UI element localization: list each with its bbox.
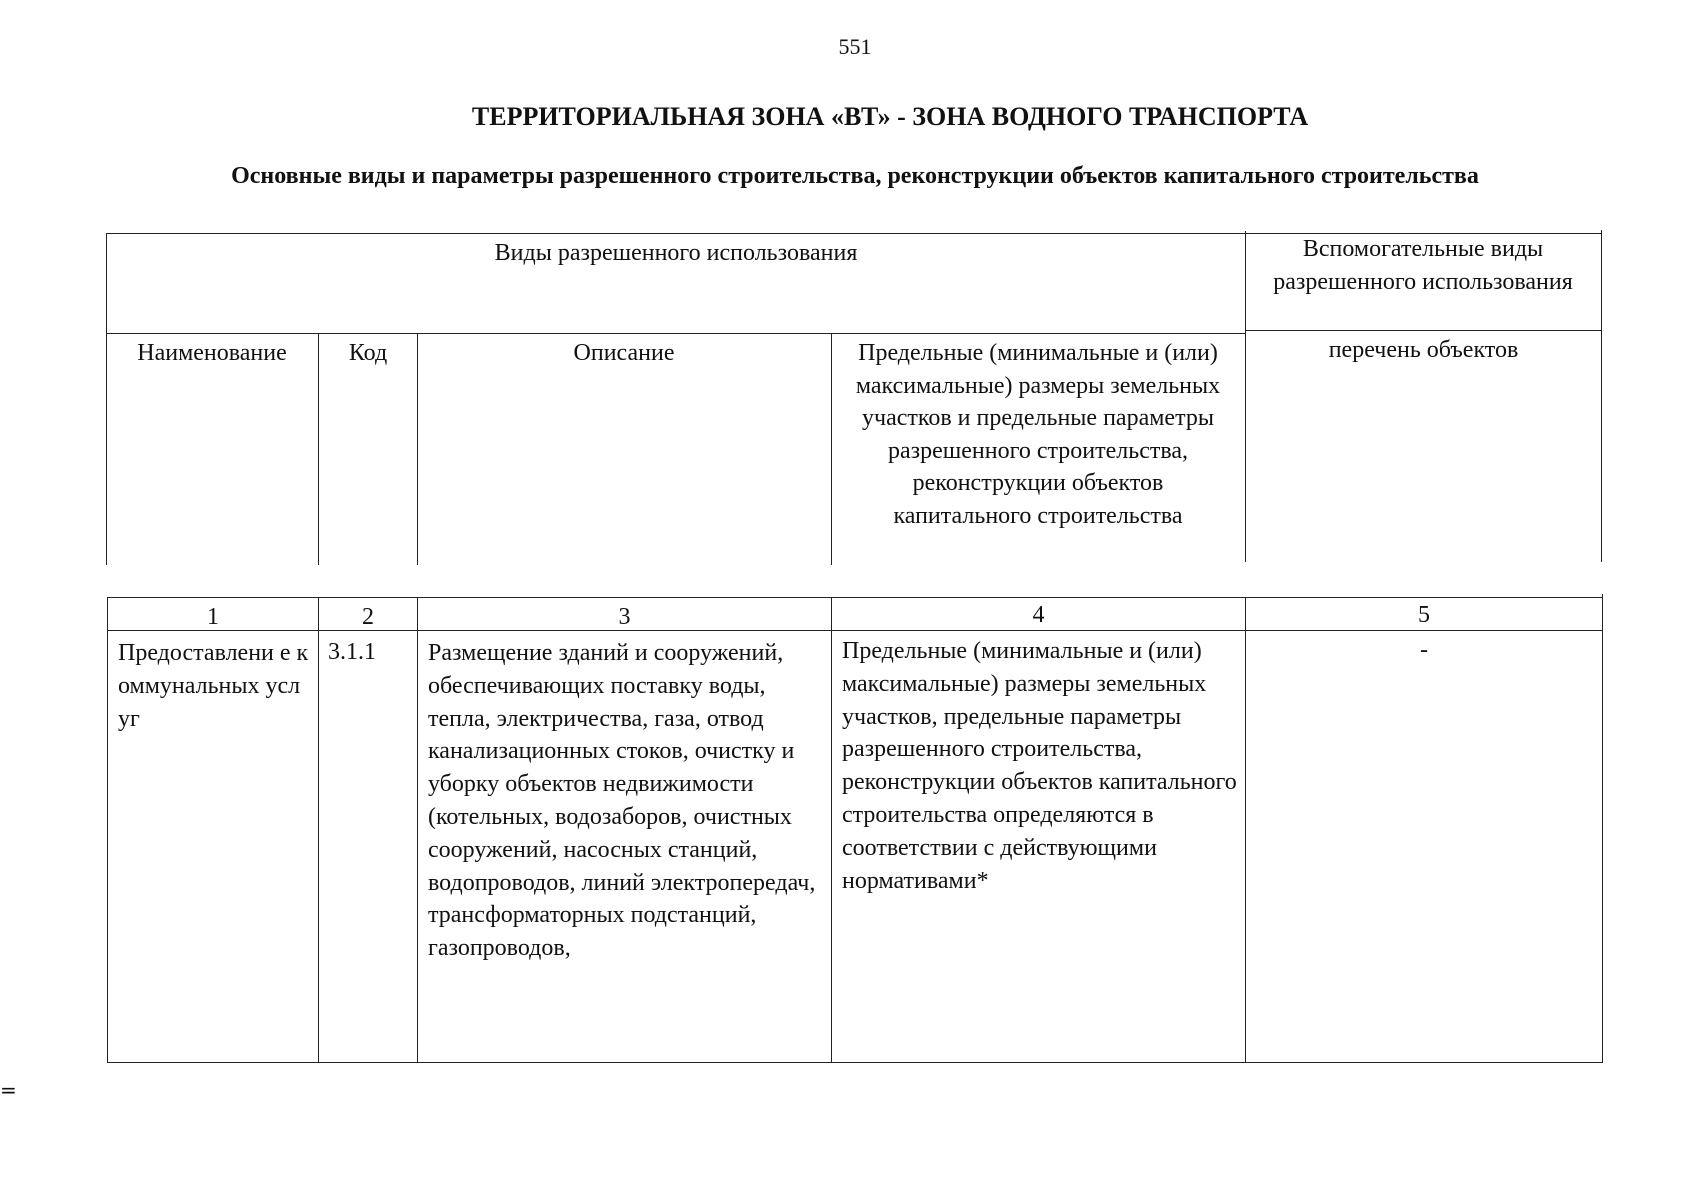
column-number-5: 5 [1418, 602, 1430, 628]
column-header-name: Наименование [137, 340, 287, 366]
column-number-1: 1 [207, 604, 219, 630]
header-group-auxiliary: Вспомогательные виды разрешенного использования [1273, 236, 1573, 295]
column-header-code: Код [348, 340, 388, 366]
row-auxiliary: - [1420, 637, 1428, 663]
page-number: 551 [838, 34, 872, 59]
row-code: 3.1.1 [328, 639, 376, 665]
row-description: Размещение зданий и сооружений, обеспечивающих поставку воды, тепла, электричества, газа, отвод канализационных стоков, очистку и уборку объектов недвижимости (котельных, водозаборов, очистных сооружений, насосных станций, водопроводов, линий электропередач, трансформаторных подстанций, газопроводов, [428, 640, 816, 962]
header-group-main: Виды разрешенного использования [494, 240, 858, 266]
column-header-parameters: Предельные (минимальные и (или) максимальные) размеры земельных участков и предельные параметры разрешенного строительства, реконструкции объектов капитального строительства [855, 340, 1221, 529]
column-number-2: 2 [362, 604, 374, 630]
margin-mark: = [0, 1078, 17, 1102]
zone-title: ТЕРРИТОРИАЛЬНАЯ ЗОНА «ВТ» - ЗОНА ВОДНОГО ТРАНСПОРТА [471, 102, 1309, 131]
column-number-3: 3 [618, 604, 631, 630]
column-number-4: 4 [1032, 602, 1045, 628]
row-parameters: Предельные (минимальные и (или) максимальные) размеры земельных участков, предельные параметры разрешенного строительства, реконструкции объектов капитального строительства определяются в соответствии с действующими нормативами* [842, 638, 1237, 894]
column-header-description: Описание [573, 340, 675, 366]
column-header-objects: перечень объектов [1328, 337, 1519, 363]
row-name: Предоставлени е коммунальных услуг [118, 640, 309, 732]
section-title: Основные виды и параметры разрешенного строительства, реконструкции объектов капитального строительства [231, 163, 1479, 189]
